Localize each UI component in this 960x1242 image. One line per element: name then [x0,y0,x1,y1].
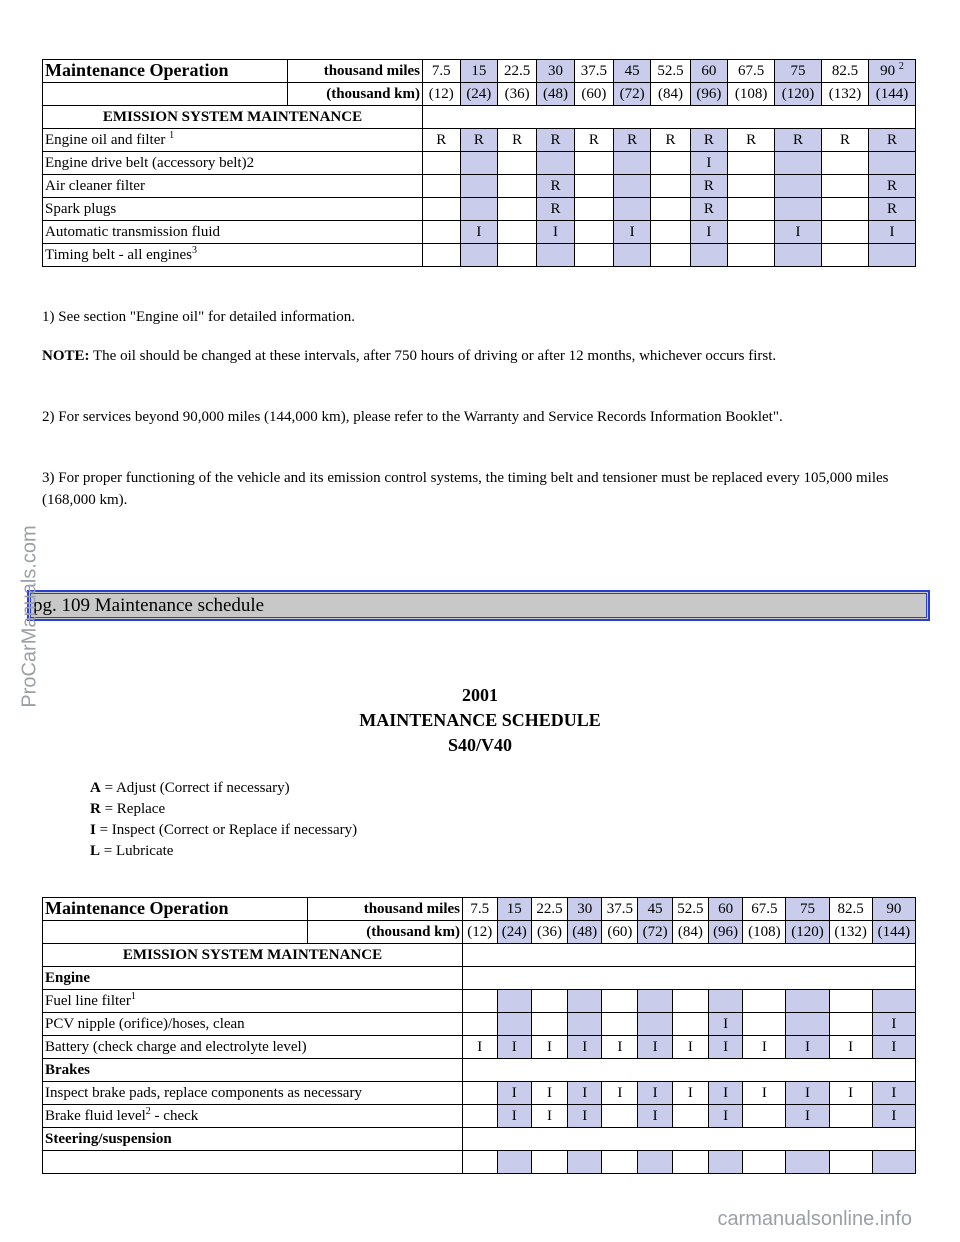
miles-header-cell: 22.5 [498,60,537,83]
schedule-cell [460,175,498,198]
schedule-cell: I [872,1082,915,1105]
operation-label: Timing belt - all engines$^3$ [43,244,423,267]
schedule-cell [602,1105,638,1128]
schedule-cell: R [868,175,915,198]
table-row [43,175,916,198]
km-header-cell: (144) [868,83,915,106]
schedule-cell [423,152,461,175]
miles-header-cell: 75 [775,60,822,83]
schedule-cell [651,152,690,175]
schedule-cell [463,1105,498,1128]
schedule-cell [567,1013,602,1036]
schedule-cell: R [651,129,690,152]
schedule-cell [829,990,872,1013]
operation-label: Inspect brake pads, replace components as necessary [43,1082,463,1105]
km-label: (thousand km) [288,83,423,106]
schedule-cell [690,244,728,267]
schedule-cell [460,152,498,175]
schedule-cell [574,221,613,244]
schedule-cell: R [868,198,915,221]
watermark-carmanualsonline: carmanualsonline.info [717,1208,912,1230]
schedule-cell [574,198,613,221]
legend-item: I = Inspect (Correct or Replace if necessary) [90,822,358,838]
schedule-cell: I [638,1082,673,1105]
km-header-cell: (120) [775,83,822,106]
km-header-cell: (108) [743,921,786,944]
section-row [43,944,916,967]
schedule-cell: R [821,129,868,152]
miles-header-cell: 67.5 [743,898,786,921]
schedule-cell [651,175,690,198]
legend [90,778,357,862]
table-row [43,990,916,1013]
schedule-cell [728,221,775,244]
schedule-cell: R [423,129,461,152]
schedule-cell: R [690,129,728,152]
schedule-cell [574,175,613,198]
schedule-cell: I [497,1105,532,1128]
schedule-cell [651,221,690,244]
schedule-cell [460,244,498,267]
km-header-cell: (72) [613,83,651,106]
schedule-cell [868,244,915,267]
schedule-cell: I [872,1036,915,1059]
table-row [43,221,916,244]
schedule-cell: I [872,1013,915,1036]
section-title: EMISSION SYSTEM MAINTENANCE [43,944,463,967]
subhead-label: Steering/suspension [43,1128,463,1151]
schedule-cell: I [829,1036,872,1059]
km-header-cell: (96) [708,921,743,944]
operation-label: Fuel line filter$^1$ [43,990,463,1013]
schedule-cell [821,175,868,198]
schedule-cell [497,1013,532,1036]
schedule-cell: R [537,175,575,198]
schedule-cell [497,1151,532,1174]
miles-header-cell: 52.5 [651,60,690,83]
operation-label: Spark plugs [43,198,423,221]
schedule-cell: I [708,1082,743,1105]
schedule-cell [532,1151,568,1174]
schedule-cell [638,990,673,1013]
maintenance-table-1 [42,59,916,267]
legend-item: R = Replace [90,801,166,817]
miles-header-cell: 67.5 [728,60,775,83]
subhead-blank [463,1128,916,1151]
miles-header-cell: 52.5 [672,898,708,921]
schedule-cell [460,198,498,221]
schedule-cell [638,1013,673,1036]
schedule-cell [498,244,537,267]
schedule-cell [786,1151,829,1174]
miles-header-cell: 90 [872,898,915,921]
schedule-cell [651,244,690,267]
schedule-cell: I [638,1036,673,1059]
schedule-cell: I [532,1082,568,1105]
miles-header-cell: 15 [497,898,532,921]
schedule-cell [463,1151,498,1174]
schedule-cell: I [460,221,498,244]
table-row [43,1151,916,1174]
schedule-cell [708,1151,743,1174]
header-row-km [43,921,916,944]
schedule-cell: I [868,221,915,244]
miles-header-cell: 37.5 [602,898,638,921]
schedule-cell [743,990,786,1013]
table-row [43,1105,916,1128]
schedule-cell [672,1013,708,1036]
subhead-label: Engine [43,967,463,990]
table-row [43,1082,916,1105]
operation-label: Automatic transmission fluid [43,221,423,244]
table-row [43,152,916,175]
schedule-cell [463,990,498,1013]
schedule-cell: I [786,1036,829,1059]
schedule-cell [743,1151,786,1174]
table-row [43,1036,916,1059]
miles-header-cell: 7.5 [423,60,461,83]
schedule-cell: I [786,1082,829,1105]
schedule-cell [775,152,822,175]
schedule-cell: R [775,129,822,152]
schedule-cell: I [602,1082,638,1105]
schedule-cell: R [537,129,575,152]
miles-header-cell: 37.5 [574,60,613,83]
km-header-cell: (36) [532,921,568,944]
schedule-cell [613,198,651,221]
schedule-cell [829,1151,872,1174]
km-header-cell: (132) [821,83,868,106]
km-label: (thousand km) [308,921,463,944]
miles-header-cell: 45 [638,898,673,921]
schedule-cell: I [497,1082,532,1105]
schedule-cell [537,152,575,175]
operation-label: Brake fluid level$^2$ - check [43,1105,463,1128]
miles-header-cell: 82.5 [821,60,868,83]
table-row [43,1013,916,1036]
schedule-cell [728,198,775,221]
schedule-cell [821,221,868,244]
operation-label: Air cleaner filter [43,175,423,198]
schedule-cell [728,244,775,267]
km-header-cell: (60) [602,921,638,944]
schedule-cell [613,244,651,267]
schedule-cell [775,198,822,221]
schedule-cell: R [460,129,498,152]
schedule-cell: I [537,221,575,244]
miles-header-cell: 15 [460,60,498,83]
schedule-cell [532,990,568,1013]
miles-header-cell: 30 [567,898,602,921]
km-header-cell: (132) [829,921,872,944]
km-header-cell: (60) [574,83,613,106]
km-header-cell: (108) [728,83,775,106]
footnote-2: 2) For services beyond 90,000 miles (144,000 km), please refer to the Warranty and Service Records Information Booklet". [42,409,783,425]
miles-header-cell: 60 [708,898,743,921]
schedule-cell [829,1013,872,1036]
blank-cell [43,83,288,106]
schedule-cell: R [690,175,728,198]
km-header-cell: (72) [638,921,673,944]
miles-header-cell: 75 [786,898,829,921]
schedule-cell [821,152,868,175]
schedule-cell: I [708,1105,743,1128]
schedule-cell: R [574,129,613,152]
operation-label: Engine drive belt (accessory belt)2 [43,152,423,175]
schedule-cell: R [613,129,651,152]
schedule-cell: I [567,1105,602,1128]
schedule-cell [602,1013,638,1036]
header-row-km [43,83,916,106]
miles-label: thousand miles [308,898,463,921]
schedule-cell: I [743,1082,786,1105]
km-header-cell: (84) [672,921,708,944]
schedule-cell: I [532,1105,568,1128]
schedule-cell: I [690,221,728,244]
schedule-cell [574,152,613,175]
section-title: EMISSION SYSTEM MAINTENANCE [43,106,423,129]
table-title: Maintenance Operation [43,898,308,921]
legend-item: L = Lubricate [90,843,174,859]
miles-header-cell: 22.5 [532,898,568,921]
page-section-bar: pg. 109 Maintenance schedule [27,590,930,621]
footnote-1: 1) See section "Engine oil" for detailed information. [42,309,355,325]
miles-header-cell: 60 [690,60,728,83]
blank-cell [43,921,308,944]
schedule-cell: I [829,1082,872,1105]
schedule-cell: I [532,1036,568,1059]
schedule-cell: I [602,1036,638,1059]
operation-label: PCV nipple (orifice)/hoses, clean [43,1013,463,1036]
schedule-cell [651,198,690,221]
schedule-cell [775,244,822,267]
schedule-cell [423,244,461,267]
schedule-cell: I [872,1105,915,1128]
schedule-cell [708,990,743,1013]
section-row [43,106,916,129]
miles-header-cell: 30 [537,60,575,83]
schedule-cell: I [567,1036,602,1059]
header-row-miles [43,60,916,83]
schedule-cell [638,1151,673,1174]
subhead-row [43,967,916,990]
operation-label: Battery (check charge and electrolyte level) [43,1036,463,1059]
schedule-cell: I [708,1013,743,1036]
schedule-cell [463,1013,498,1036]
header-row-miles [43,898,916,921]
operation-label [43,1151,463,1174]
subhead-blank [463,1059,916,1082]
km-header-cell: (84) [651,83,690,106]
km-header-cell: (48) [567,921,602,944]
miles-header-cell: 82.5 [829,898,872,921]
km-header-cell: (120) [786,921,829,944]
schedule-cell [498,175,537,198]
schedule-cell: R [728,129,775,152]
miles-header-cell: 7.5 [463,898,498,921]
watermark-procarmanuals: ProCarManuals.com [18,525,41,708]
subhead-row [43,1128,916,1151]
schedule-cell [821,244,868,267]
km-header-cell: (12) [423,83,461,106]
table-row [43,198,916,221]
schedule-cell [574,244,613,267]
schedule-cell: I [613,221,651,244]
schedule-cell [743,1105,786,1128]
schedule-cell [613,152,651,175]
legend-item: A = Adjust (Correct if necessary) [90,780,290,796]
subhead-blank [463,967,916,990]
km-header-cell: (144) [872,921,915,944]
schedule-cell [821,198,868,221]
maintenance-table-2 [42,897,916,1174]
schedule-cell: R [868,129,915,152]
schedule-year: 2001 [462,685,498,705]
schedule-cell [423,221,461,244]
km-header-cell: (24) [460,83,498,106]
schedule-cell [423,175,461,198]
schedule-cell: I [672,1036,708,1059]
schedule-cell [743,1013,786,1036]
schedule-cell [775,175,822,198]
operation-label: Engine oil and filter $^1$ [43,129,423,152]
schedule-cell [672,1151,708,1174]
schedule-cell: I [708,1036,743,1059]
schedule-cell [786,990,829,1013]
schedule-cell: I [775,221,822,244]
miles-label: thousand miles [288,60,423,83]
schedule-cell [829,1105,872,1128]
schedule-cell [872,990,915,1013]
schedule-cell [602,990,638,1013]
schedule-model: S40/V40 [447,735,512,755]
schedule-cell: I [690,152,728,175]
schedule-cell [463,1082,498,1105]
schedule-cell [423,198,461,221]
schedule-cell [672,990,708,1013]
table-title: Maintenance Operation [43,60,288,83]
section-blank [423,106,916,129]
schedule-cell [532,1013,568,1036]
schedule-cell [728,175,775,198]
table-row [43,244,916,267]
schedule-cell [498,198,537,221]
miles-header-cell: 45 [613,60,651,83]
schedule-cell: I [497,1036,532,1059]
note-text: The oil should be changed at these intervals, after 750 hours of driving or after 12 months, whichever occurs first. [89,348,777,364]
note-label: NOTE: [42,348,90,364]
schedule-cell [602,1151,638,1174]
schedule-cell [786,1013,829,1036]
schedule-cell [537,244,575,267]
km-header-cell: (24) [497,921,532,944]
km-header-cell: (48) [537,83,575,106]
schedule-cell: I [743,1036,786,1059]
footnote-3: 3) For proper functioning of the vehicle and its emission control systems, the timing belt and tensioner must be replaced every 105,000 miles (168,000 km). [42,470,889,508]
schedule-cell: I [567,1082,602,1105]
schedule-cell: R [498,129,537,152]
km-header-cell: (12) [463,921,498,944]
schedule-cell: I [463,1036,498,1059]
schedule-cell [497,990,532,1013]
schedule-cell [567,1151,602,1174]
schedule-cell [613,175,651,198]
schedule-cell: R [537,198,575,221]
subhead-label: Brakes [43,1059,463,1082]
section-blank [463,944,916,967]
km-header-cell: (36) [498,83,537,106]
km-header-cell: (96) [690,83,728,106]
schedule-cell: I [672,1082,708,1105]
subhead-row [43,1059,916,1082]
schedule-cell [567,990,602,1013]
schedule-cell [872,1151,915,1174]
miles-header-cell: 90 $^2$ [868,60,915,83]
table-row [43,129,916,152]
schedule-cell: R [690,198,728,221]
schedule-cell [498,152,537,175]
note-paragraph [42,345,902,367]
schedule-title: MAINTENANCE SCHEDULE [359,710,601,730]
schedule-cell [868,152,915,175]
schedule-cell [498,221,537,244]
schedule-cell: I [638,1105,673,1128]
schedule-cell: I [786,1105,829,1128]
schedule-cell [728,152,775,175]
schedule-cell [672,1105,708,1128]
